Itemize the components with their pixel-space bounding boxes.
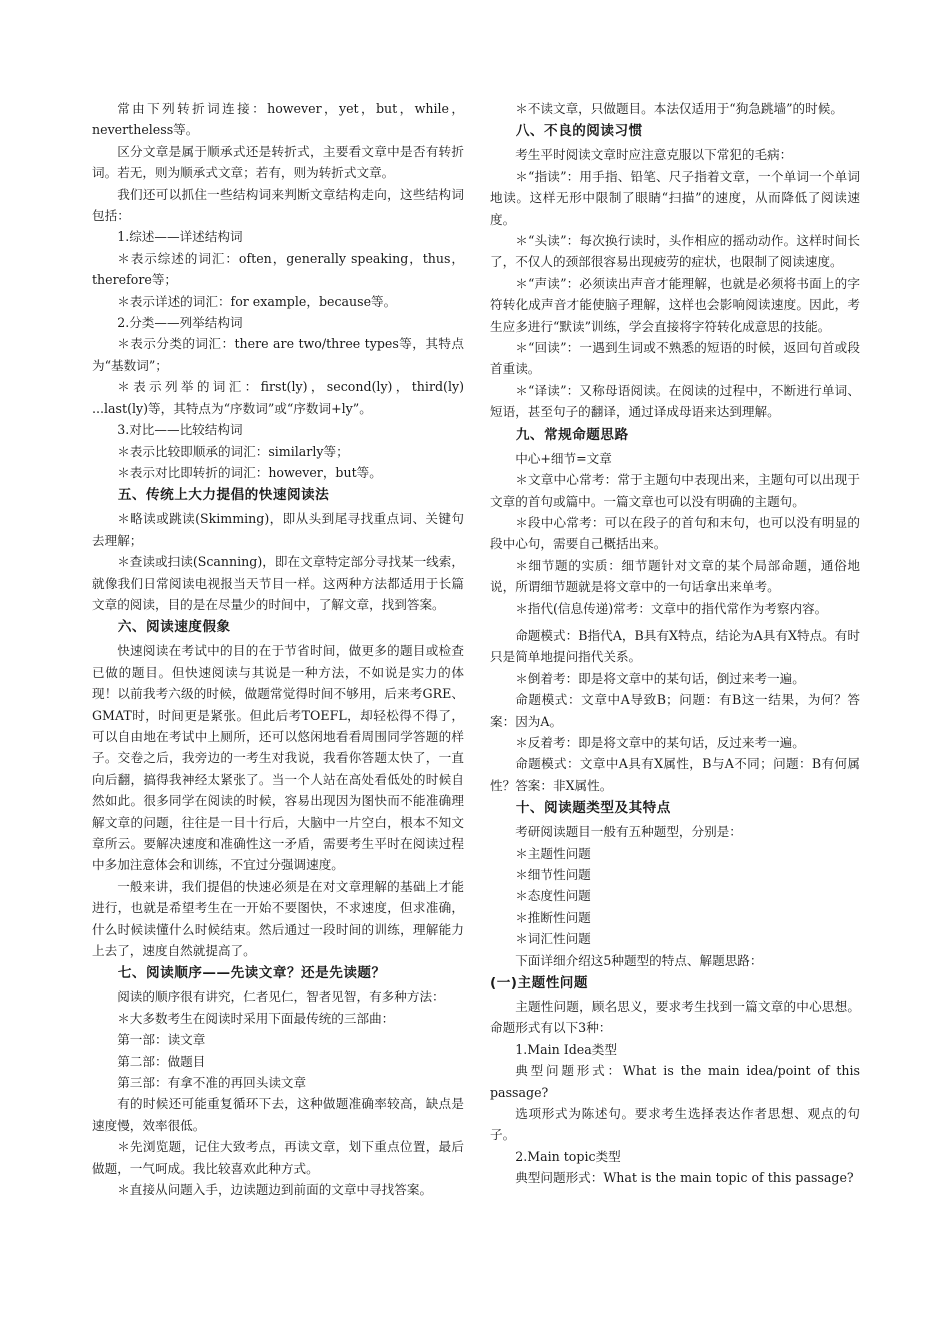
paragraph: ＊先浏览题，记住大致考点，再读文章，划下重点位置，最后做题，一气呵成。我比较喜欢此种方式。 <box>92 1139 464 1176</box>
paragraph: 3.对比——比较结构词 <box>117 422 243 438</box>
paragraph: 1.综述——详述结构词 <box>117 229 243 245</box>
paragraph: ＊表示列举的词汇：first(ly)，second(ly)，third(ly) ...last(ly)等，其特点为“序数词”或“序数词+ly”。 <box>92 379 464 416</box>
paragraph: 区分文章是属于顺承式还是转折式，主要看文章中是否有转折词。若无，则为顺承式文章；若有，则为转折式文章。 <box>92 143 464 181</box>
paragraph: ＊文章中心常考：常于主题句中表现出来，主题句可以出现于文章的首句或篇中。一篇文章也可以没有明确的主题句。 <box>490 472 860 509</box>
paragraph: ＊词汇性问题 <box>515 931 591 947</box>
paragraph: ＊细节题的实质：细节题针对文章的某个局部命题，通俗地说，所谓细节题就是将文章中的一句话拿出来单考。 <box>490 557 860 595</box>
paragraph: ＊直接从问题入手，边读题边到前面的文章中寻找答案。 <box>117 1182 433 1198</box>
paragraph: ＊大多数考生在阅读时采用下面最传统的三部曲： <box>117 1010 395 1026</box>
paragraph: 1.Main Idea类型 <box>515 1041 617 1057</box>
paragraph: 常由下列转折词连接：however，yet，but，while，nevertheless等。 <box>92 101 464 138</box>
section-heading: (一)主题性问题 <box>490 975 588 992</box>
paragraph: ＊细节性问题 <box>515 867 591 882</box>
paragraph: 快速阅读在考试中的目的在于节省时间，做更多的题目或检查已做的题目。但快速阅读与其说是一种方法，不如说是实力的体现！以前我考六级的时候，做题常觉得时间不够用，后来考GRE、GMAT时，时间更是紧张。但此后考TOEFL，却轻松得不得了，可以自由地在考试中上厕所，还可以悠闲地看看周围同学答题的样子。交卷之后，我旁边的一考生对我说，我看你答题太快了，一直向后翻，搞得我神经太紧张了。当一个人站在高处看低处的时候自然如此。很多同学在阅读的时候，容易出现因为图快而不能准确理解文章的问题，往往是一目十行后，大脑中一片空白，根本不知文章所云。要解决速度和准确性这一矛盾，需要考生平时在阅读过程中多加注意体会和训练，不宜过分强调速度。 <box>92 643 464 873</box>
paragraph: ＊查读或扫读(Scanning)，即在文章特定部分寻找某一线索，就像我们日常阅读电视报当天节目一样。这两种方法都适用于长篇文章的阅读，目的是在尽量少的时间中，了解文章，找到答案。 <box>92 554 464 612</box>
section-heading: 八、不良的阅读习惯 <box>515 123 643 140</box>
paragraph: 第二部：做题目 <box>117 1053 206 1069</box>
paragraph: 考研阅读题目一般有五种题型，分别是： <box>515 824 742 840</box>
paragraph: 命题模式：B指代A，B具有X特点，结论为A具有X特点。有时只是简单地提问指代关系。 <box>490 627 860 665</box>
paragraph: 选项形式为陈述句。要求考生选择表达作者思想、观点的句子。 <box>490 1106 860 1143</box>
right-column <box>490 98 860 1189</box>
paragraph: ＊反着考：即是将文章中的某句话，反过来考一遍。 <box>515 734 805 750</box>
paragraph: ＊“指读”：用手指、铅笔、尺子指着文章，一个单词一个单词地读。这样无形中限制了眼睛“扫描”的速度，从而降低了阅读速度。 <box>490 168 860 227</box>
paragraph: ＊主题性问题 <box>515 845 591 861</box>
paragraph: 第三部：有拿不准的再回头读文章 <box>117 1075 307 1091</box>
paragraph: 典型问题形式：What is the main topic of this passage? <box>515 1170 854 1186</box>
paragraph: ＊表示详述的词汇：for example，because等。 <box>117 293 397 309</box>
paragraph: 第一部：读文章 <box>117 1032 206 1048</box>
section-heading: 十、阅读题类型及其特点 <box>515 800 671 817</box>
paragraph: ＊略读或跳读(Skimming)，即从头到尾寻找重点词、关键句去理解； <box>92 511 464 548</box>
section-heading: 六、阅读速度假象 <box>117 619 231 636</box>
paragraph: ＊态度性问题 <box>515 888 591 904</box>
paragraph: ＊“回读”：一遇到生词或不熟悉的短语的时候，返回句首或段首重读。 <box>490 340 860 377</box>
paragraph: 典型问题形式：What is the main idea/point of this passage? <box>490 1063 860 1100</box>
paragraph: ＊段中心常考：可以在段子的首句和末句，也可以没有明显的段中心句，需要自己概括出来。 <box>490 514 860 552</box>
paragraph: 有的时候还可能重复循环下去，这种做题准确率较高，缺点是速度慢，效率很低。 <box>92 1096 464 1133</box>
paragraph: 我们还可以抓住一些结构词来判断文章结构走向，这些结构词包括： <box>92 186 464 224</box>
paragraph: ＊表示分类的词汇：there are two/three types等，其特点为“基数词”； <box>92 336 464 373</box>
paragraph: 主题性问题，顾名思义，要求考生找到一篇文章的中心思想。命题形式有以下3种： <box>490 999 860 1036</box>
paragraph: ＊不读文章，只做题目。本法仅适用于“狗急跳墙”的时候。 <box>515 101 843 116</box>
paragraph: ＊倒着考：即是将文章中的某句话，倒过来考一遍。 <box>515 670 805 686</box>
section-heading: 五、传统上大力提倡的快速阅读法 <box>117 487 330 504</box>
paragraph: 考生平时阅读文章时应注意克服以下常犯的毛病： <box>515 147 793 163</box>
paragraph: ＊“头读”：每次换行读时，头作相应的摇动动作。这样时间长了，不仅人的颈部很容易出现疲劳的症状，也限制了阅读速度。 <box>490 233 860 270</box>
paragraph: 下面详细介绍这5种题型的特点、解题思路： <box>515 952 763 968</box>
paragraph: ＊表示比较即顺承的词汇：similarly等； <box>117 443 349 459</box>
paragraph: 命题模式：文章中A导致B；问题：有B这一结果，为何？答案：因为A。 <box>490 692 860 729</box>
paragraph: 一般来讲，我们提倡的快速必须是在对文章理解的基础上才能进行，也就是希望考生在一开始不要图快，不求速度，但求准确，什么时候读懂什么时候结束。然后通过一段时间的训练，理解能力上去了，速度自然就提高了。 <box>92 878 464 959</box>
paragraph: 命题模式：文章中A具有X属性，B与A不同；问题：B有何属性？答案：非X属性。 <box>490 756 860 793</box>
paragraph: ＊表示对比即转折的词汇：however，but等。 <box>117 464 382 480</box>
paragraph: ＊推断性问题 <box>515 909 591 925</box>
paragraph: ＊“译读”：又称母语阅读。在阅读的过程中，不断进行单词、短语，甚至句子的翻译，通过译成母语来达到理解。 <box>490 382 860 420</box>
paragraph: ＊表示综述的词汇：often，generally speaking，thus，therefore等； <box>92 250 464 288</box>
paragraph: ＊指代(信息传递)常考：文章中的指代常作为考察内容。 <box>515 600 828 616</box>
paragraph: 2.Main topic类型 <box>515 1148 621 1164</box>
paragraph: 2.分类——列举结构词 <box>117 315 243 331</box>
paragraph: 阅读的顺序很有讲究，仁者见仁，智者见智，有多种方法： <box>117 989 445 1005</box>
section-heading: 九、常规命题思路 <box>515 426 629 443</box>
paragraph: 中心+细节=文章 <box>515 450 612 466</box>
paragraph: ＊“声读”：必须读出声音才能理解，也就是必须将书面上的字符转化成声音才能使脑子理解，这样也会影响阅读速度。因此，考生应多进行“默读”训练，学会直接将字符转化成意思的技能。 <box>490 275 860 334</box>
section-heading: 七、阅读顺序——先读文章？还是先读题？ <box>117 965 386 982</box>
left-column <box>92 98 464 1201</box>
